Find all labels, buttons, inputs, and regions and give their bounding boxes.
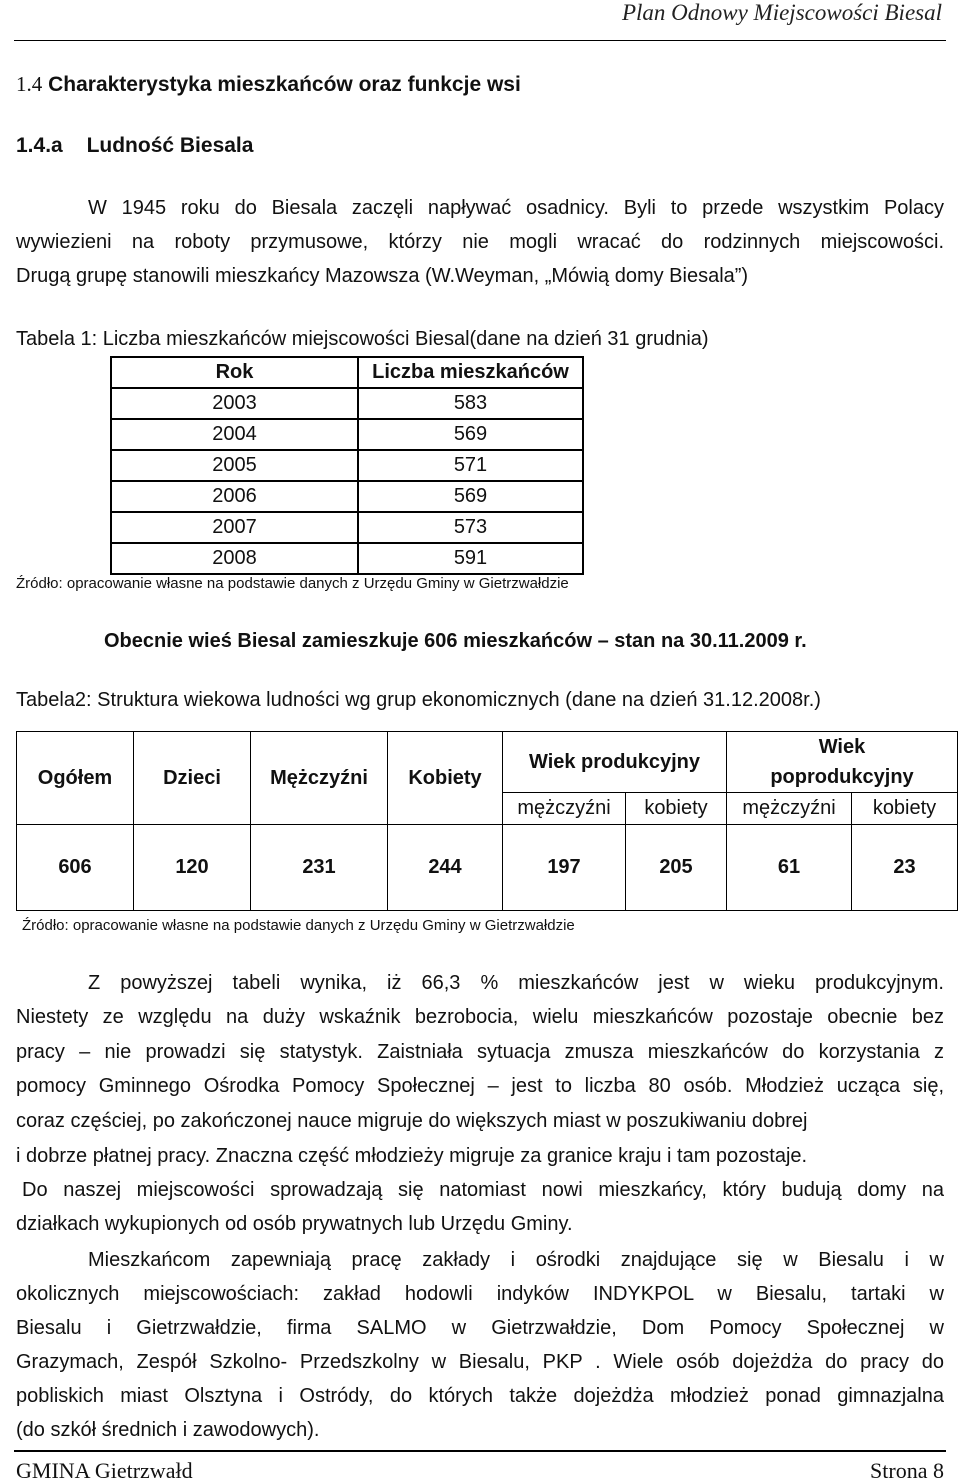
table-row xyxy=(111,450,583,481)
value-cell: 197 xyxy=(503,825,626,911)
value-cell: 231 xyxy=(251,825,388,911)
paragraph-line: Niestety ze względu na duży wskaźnik bezrobocia, wielu mieszkańców pozostaje obecnie bez xyxy=(16,1006,944,1028)
table-row xyxy=(111,481,583,512)
count-cell: 571 xyxy=(358,450,583,481)
table2-source: Źródło: opracowanie własne na podstawie danych z Urzędu Gminy w Gietrzwałdzie xyxy=(22,917,575,934)
population-table xyxy=(110,356,584,575)
intro-line: Drugą grupę stanowili mieszkańcy Mazowsza (W.Weyman, „Mówią domy Biesala”) xyxy=(16,265,749,287)
count-cell: 569 xyxy=(358,419,583,450)
footer-page-number: Strona 8 xyxy=(870,1458,944,1483)
paragraph-line: Do naszej miejscowości sprowadzają się natomiast nowi mieszkańcy, który budują domy na xyxy=(22,1179,944,1201)
section-title: Charakterystyka mieszkańców oraz funkcje wsi xyxy=(48,73,521,96)
age-structure-table xyxy=(16,731,958,911)
subsection-heading xyxy=(16,134,253,158)
count-cell: 573 xyxy=(358,512,583,543)
footer-divider xyxy=(14,1450,946,1452)
paragraph-line: pracy – nie prowadzi się statystyk. Zaistniała sytuacja zmusza mieszkańców do korzystania z xyxy=(16,1041,944,1063)
table2-header: Wiek poprodukcyjny xyxy=(727,732,958,793)
paragraph-line: okolicznych miejscowościach: zakład hodowli indyków INDYKPOL w Biesalu, tartaki w xyxy=(16,1283,944,1305)
paragraph-line: działkach wykupionych od osób prywatnych lub Urzędu Gminy. xyxy=(16,1213,573,1235)
table2-subheader: kobiety xyxy=(852,793,958,825)
paragraph-line: i dobrze płatnej pracy. Znaczna część młodzieży migruje za granice kraju i tam pozostaje. xyxy=(16,1145,808,1167)
section-heading xyxy=(16,72,521,97)
year-cell: 2003 xyxy=(111,388,358,419)
header-title: Plan Odnowy Miejscowości Biesal xyxy=(621,0,942,25)
paragraph-line: (do szkół średnich i zawodowych). xyxy=(16,1419,320,1441)
table-row xyxy=(111,512,583,543)
year-cell: 2006 xyxy=(111,481,358,512)
table2-header: Dzieci xyxy=(134,732,251,825)
year-cell: 2004 xyxy=(111,419,358,450)
header-divider xyxy=(14,40,946,41)
table-row xyxy=(17,825,958,911)
table2-subheader: mężczyźni xyxy=(503,793,626,825)
table1-header: Rok xyxy=(111,357,358,388)
table2-subheader: mężczyźni xyxy=(727,793,852,825)
table2-header: Kobiety xyxy=(388,732,503,825)
paragraph-line: Grazymach, Zespół Szkolno- Przedszkolny w Biesalu, PKP . Wiele osób dojeżdża do pracy do xyxy=(16,1351,944,1373)
table2-caption: Tabela2: Struktura wiekowa ludności wg grup ekonomicznych (dane na dzień 31.12.2008r.) xyxy=(16,689,821,711)
year-cell: 2008 xyxy=(111,543,358,574)
count-cell: 583 xyxy=(358,388,583,419)
intro-line: wywiezieni na roboty przymusowe, którzy nie mogli wracać do rodzinnych miejscowości. xyxy=(16,231,944,253)
table1-header: Liczba mieszkańców xyxy=(358,357,583,388)
subsection-number: 1.4.a xyxy=(16,134,63,157)
table2-header: Wiek produkcyjny xyxy=(503,732,727,793)
value-cell: 606 xyxy=(17,825,134,911)
intro-line: W 1945 roku do Biesala zaczęli napływać osadnicy. Byli to przede wszystkim Polacy xyxy=(88,197,944,219)
table2-header: Ogółem xyxy=(17,732,134,825)
table-row xyxy=(111,543,583,574)
value-cell: 205 xyxy=(626,825,727,911)
table-row xyxy=(111,419,583,450)
table1-caption: Tabela 1: Liczba mieszkańców miejscowości Biesal(dane na dzień 31 grudnia) xyxy=(16,328,709,350)
value-cell: 244 xyxy=(388,825,503,911)
value-cell: 120 xyxy=(134,825,251,911)
count-cell: 569 xyxy=(358,481,583,512)
paragraph-line: Mieszkańcom zapewniają pracę zakłady i ośrodki znajdujące się w Biesalu i w xyxy=(88,1249,944,1271)
table2-header: Mężczyźni xyxy=(251,732,388,825)
paragraph-line: pomocy Gminnego Ośrodka Pomocy Społecznej – jest to liczba 80 osób. Młodzież ucząca się, xyxy=(16,1075,944,1097)
paragraph-line: Biesalu i Gietrzwałdzie, firma SALMO w Gietrzwałdzie, Dom Pomocy Społecznej w xyxy=(16,1317,944,1339)
year-cell: 2005 xyxy=(111,450,358,481)
paragraph-line: Z powyższej tabeli wynika, iż 66,3 % mieszkańców jest w wieku produkcyjnym. xyxy=(88,972,944,994)
population-highlight: Obecnie wieś Biesal zamieszkuje 606 mieszkańców – stan na 30.11.2009 r. xyxy=(104,630,807,652)
count-cell: 591 xyxy=(358,543,583,574)
table2-subheader: kobiety xyxy=(626,793,727,825)
footer-left: GMINA Gietrzwałd xyxy=(16,1458,193,1483)
table-row xyxy=(111,388,583,419)
value-cell: 23 xyxy=(852,825,958,911)
table1-source: Źródło: opracowanie własne na podstawie danych z Urzędu Gminy w Gietrzwałdzie xyxy=(16,575,569,592)
paragraph-line: pobliskich miast Olsztyna i Ostródy, do których także dojeżdża młodzież ponad gimnazjalna xyxy=(16,1385,944,1407)
section-number: 1.4 xyxy=(16,72,43,96)
paragraph-line: coraz częściej, po zakończonej nauce migruje do większych miast w poszukiwaniu dobrej xyxy=(16,1110,808,1132)
subsection-title: Ludność Biesala xyxy=(86,134,254,157)
year-cell: 2007 xyxy=(111,512,358,543)
value-cell: 61 xyxy=(727,825,852,911)
